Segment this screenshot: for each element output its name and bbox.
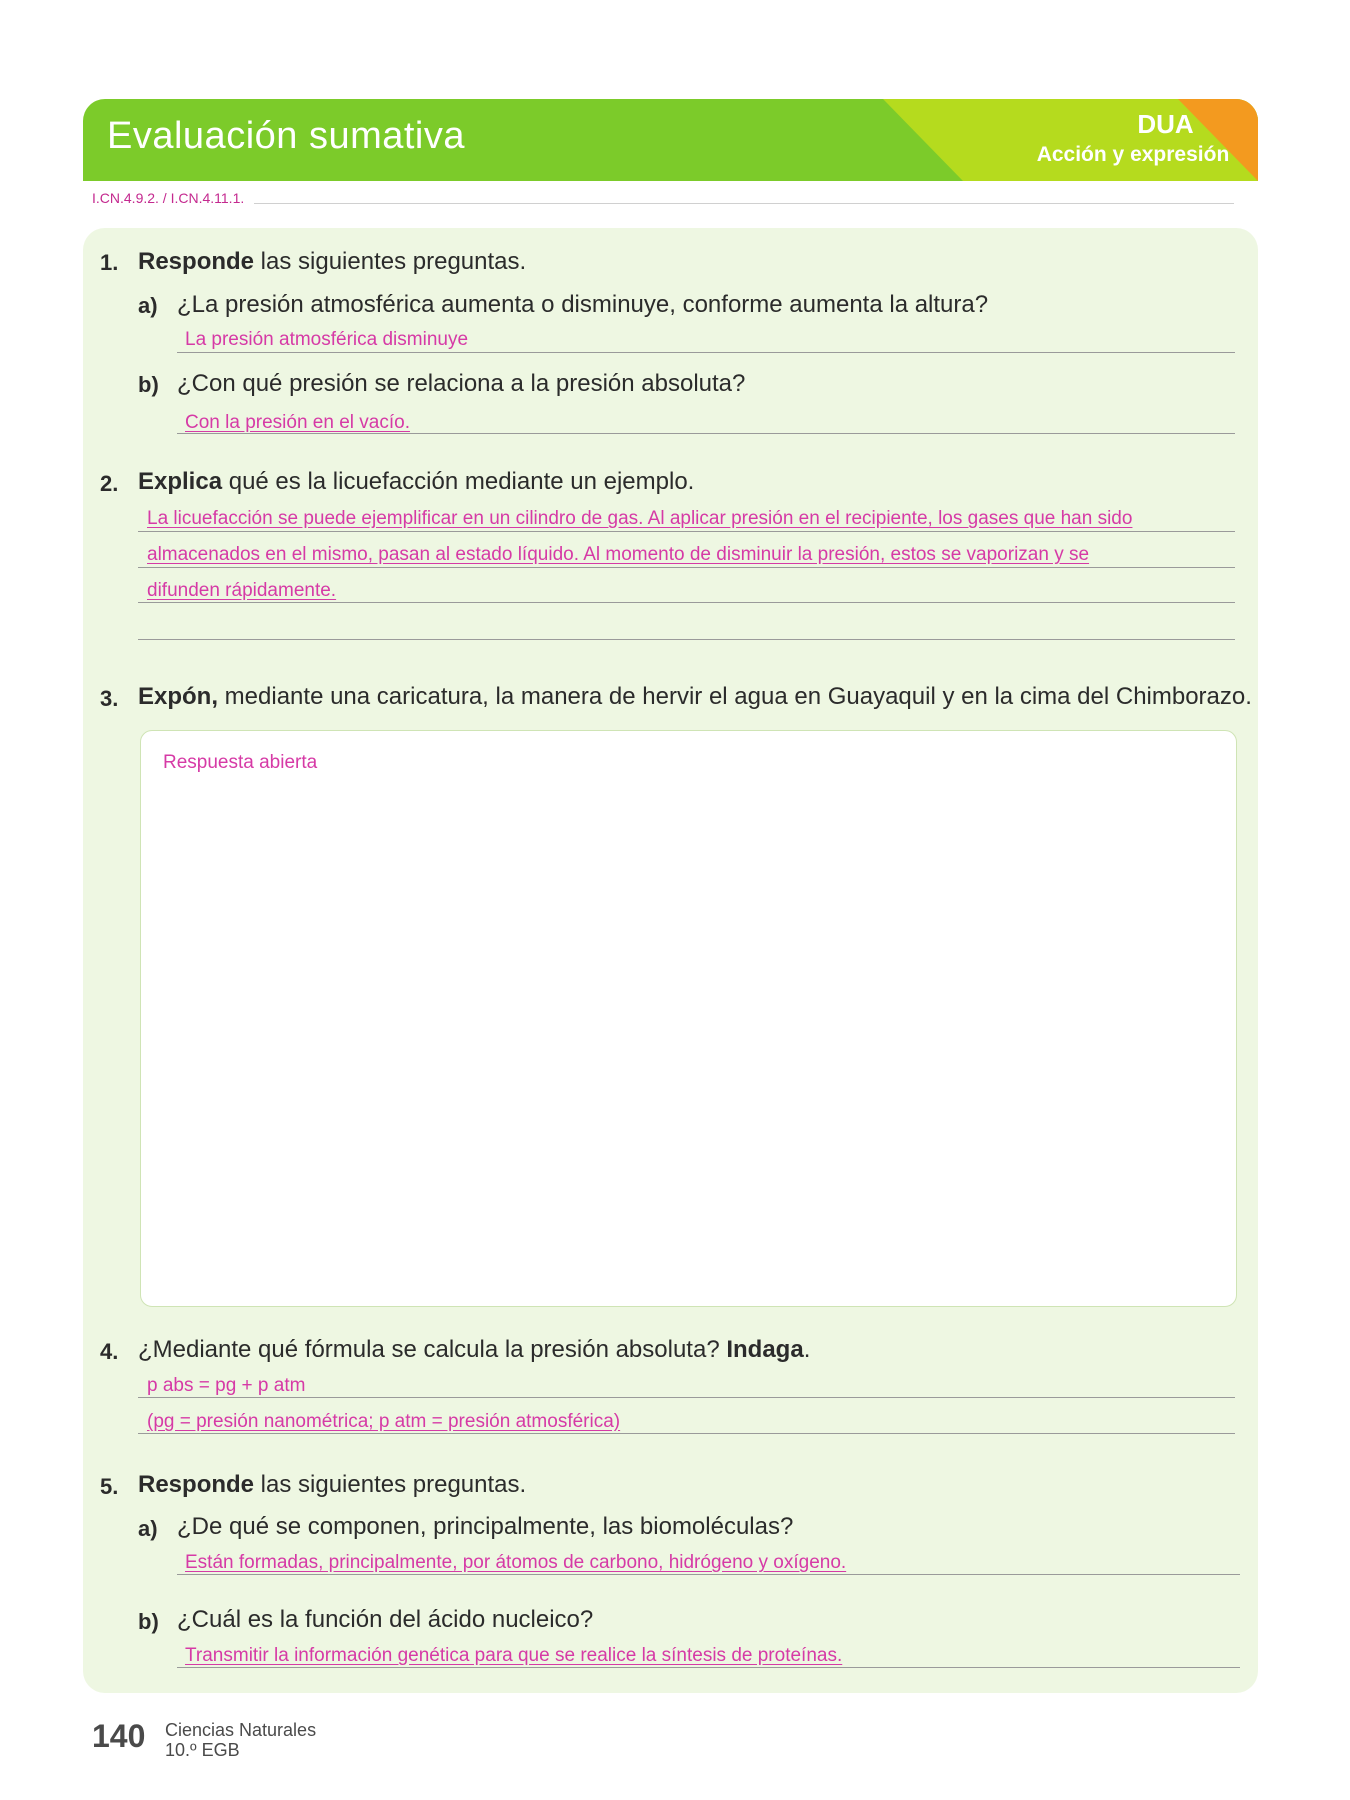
q1a-answer-line xyxy=(177,352,1235,353)
drawing-box[interactable] xyxy=(140,730,1237,1307)
indicator-code: I.CN.4.9.2. / I.CN.4.11.1. xyxy=(92,190,245,206)
q1b-answer-line xyxy=(177,433,1235,434)
q2-rule-3 xyxy=(138,602,1235,603)
q5a-label: a) xyxy=(138,1516,158,1541)
footer-subject: Ciencias Naturales xyxy=(165,1720,317,1740)
dua-subtitle: Acción y expresión xyxy=(1036,143,1230,166)
q1a-answer[interactable]: La presión atmosférica disminuye xyxy=(185,329,469,350)
q4-answer-line-2[interactable]: (pg = presión nanométrica; p atm = presión atmosférica) xyxy=(147,1411,621,1432)
q3-verb: Expón, xyxy=(138,683,219,710)
dua-label: DUA xyxy=(1137,109,1194,139)
q3-prompt xyxy=(138,683,1252,711)
q3-number: 3. xyxy=(100,686,119,711)
q5b-answer-line xyxy=(177,1667,1240,1668)
q2-answer-line-2[interactable]: almacenados en el mismo, pasan al estado líquido. Al momento de disminuir la presión, estos se vaporizan y se xyxy=(147,544,1090,565)
q2-answer-line-3[interactable]: difunden rápidamente. xyxy=(147,580,337,601)
q1b-answer[interactable]: Con la presión en el vacío. xyxy=(185,412,410,433)
q2-answer-line-1[interactable]: La licuefacción se puede ejemplificar en un cilindro de gas. Al aplicar presión en el recipiente, los gases que han sido xyxy=(147,508,1133,529)
q1-number: 1. xyxy=(100,250,119,275)
q5-prompt xyxy=(138,1471,526,1499)
q5b-question: ¿Cuál es la función del ácido nucleico? xyxy=(177,1606,594,1633)
q1-text: las siguientes preguntas. xyxy=(254,248,527,275)
q2-number: 2. xyxy=(100,471,119,496)
q2-verb: Explica xyxy=(138,468,223,495)
q3-text: mediante una caricatura, la manera de hervir el agua en Guayaquil y en la cima del Chimborazo. xyxy=(218,683,1252,710)
q4-verb: Indaga xyxy=(726,1336,804,1363)
q5a-answer-line xyxy=(177,1574,1240,1575)
q2-rule-1 xyxy=(138,531,1235,532)
q4-prompt xyxy=(138,1336,810,1364)
q2-rule-4 xyxy=(138,639,1235,640)
q4-rule-2 xyxy=(138,1433,1235,1434)
q1-verb: Responde xyxy=(138,248,255,275)
q5b-answer[interactable]: Transmitir la información genética para que se realice la síntesis de proteínas. xyxy=(185,1645,843,1666)
q4-rule-1 xyxy=(138,1397,1235,1398)
q1b-label: b) xyxy=(138,372,159,397)
q1-prompt xyxy=(138,248,526,276)
q5-number: 5. xyxy=(100,1474,119,1499)
q1b-question: ¿Con qué presión se relaciona a la presión absoluta? xyxy=(177,370,746,397)
page-number: 140 xyxy=(92,1718,146,1754)
q2-prompt xyxy=(138,468,694,496)
q4-answer-line-1[interactable]: p abs = pg + p atm xyxy=(147,1375,306,1396)
page-title: Evaluación sumativa xyxy=(107,115,466,157)
indicator-divider xyxy=(254,203,1234,204)
footer-grade: 10.º EGB xyxy=(165,1740,240,1760)
q1a-label: a) xyxy=(138,293,158,318)
q5a-answer[interactable]: Están formadas, principalmente, por átomos de carbono, hidrógeno y oxígeno. xyxy=(185,1552,847,1573)
q2-rule-2 xyxy=(138,567,1235,568)
q5-text: las siguientes preguntas. xyxy=(254,1471,527,1498)
footer-subject-block xyxy=(165,1720,316,1760)
q3-answer: Respuesta abierta xyxy=(163,752,318,773)
q1a-question: ¿La presión atmosférica aumenta o disminuye, conforme aumenta la altura? xyxy=(177,291,989,318)
q4-end: . xyxy=(803,1336,811,1363)
q5-verb: Responde xyxy=(138,1471,255,1498)
q4-text: ¿Mediante qué fórmula se calcula la presión absoluta? xyxy=(138,1336,727,1363)
header-banner xyxy=(83,99,1258,181)
q5a-question: ¿De qué se componen, principalmente, las biomoléculas? xyxy=(177,1513,794,1540)
q2-text: qué es la licuefacción mediante un ejemplo. xyxy=(222,468,695,495)
q5b-label: b) xyxy=(138,1609,159,1634)
q4-number: 4. xyxy=(100,1339,119,1364)
